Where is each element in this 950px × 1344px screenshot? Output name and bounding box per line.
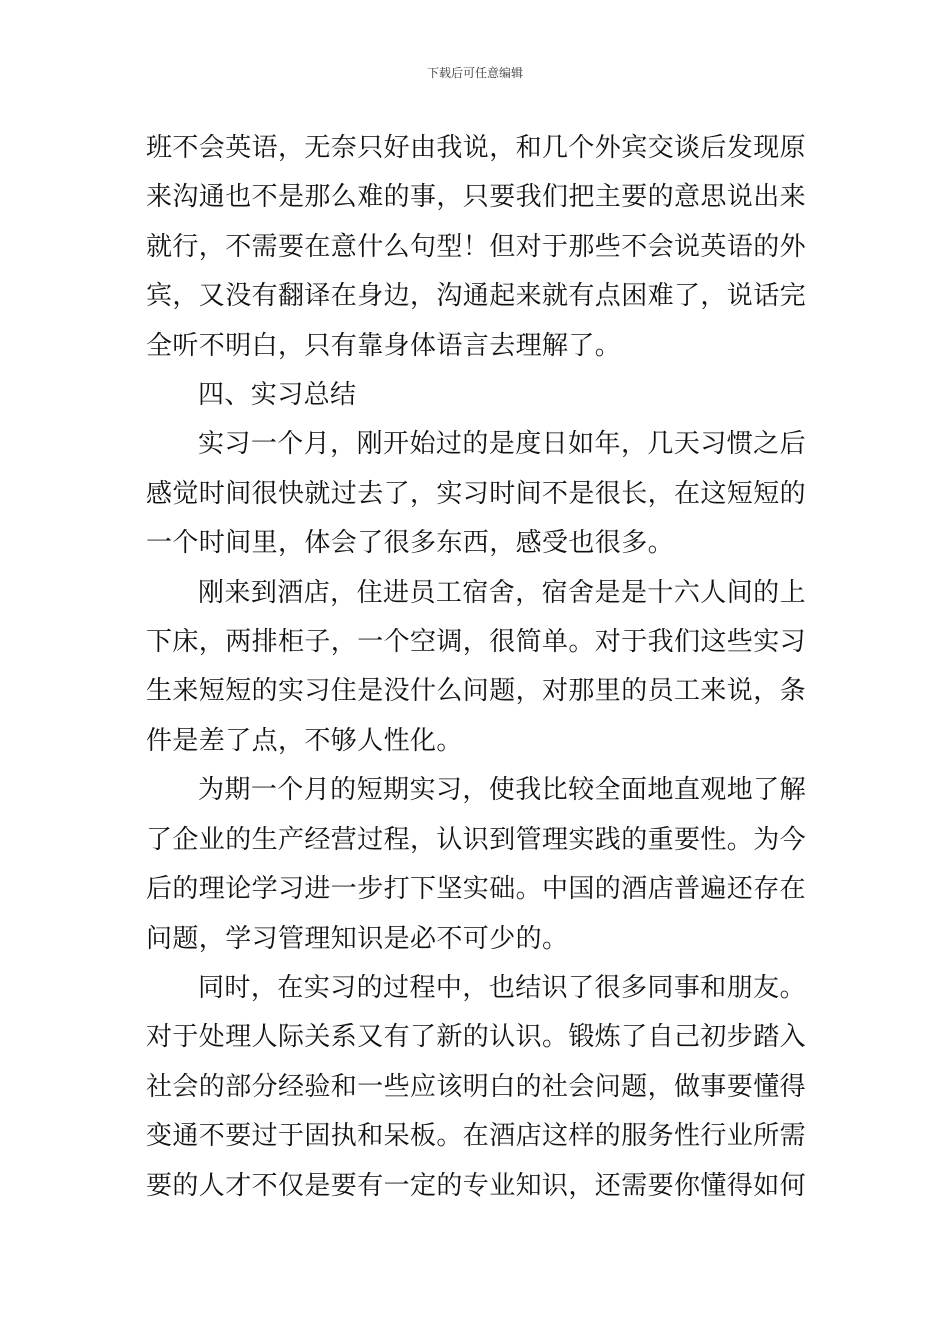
page-header: 下载后可任意编辑: [426, 66, 523, 80]
paragraph: 实习一个月，刚开始过的是度日如年，几天习惯之后感觉时间很快就过去了，实习时间不是很长，在这短短的一个时间里，体会了很多东西，感受也很多。: [146, 429, 807, 559]
document-body: [146, 124, 806, 1211]
paragraph: 同时，在实习的过程中，也结识了很多同事和朋友。对于处理人际关系又有了新的认识。锻炼了自己初步踏入社会的部分经验和一些应该明白的社会问题，做事要懂得变通不要过于固执和呆板。在酒店这样的服务性行业所需要的人才不仅是要有一定的专业知识，还需要你懂得如何: [146, 972, 807, 1201]
paragraph: 为期一个月的短期实习，使我比较全面地直观地了解了企业的生产经营过程，认识到管理实践的重要性。为今后的理论学习进一步打下坚实础。中国的酒店普遍还存在问题，学习管理知识是必不可少的。: [146, 775, 807, 954]
paragraph-continuation: 班不会英语，无奈只好由我说，和几个外宾交谈后发现原来沟通也不是那么难的事，只要我们把主要的意思说出来就行，不需要在意什么句型！但对于那些不会说英语的外宾，又没有翻译在身边，沟通起来就有点困难了，说话完全听不明白，只有靠身体语言去理解了。: [146, 133, 807, 361]
section-heading: 四、实习总结: [198, 380, 357, 411]
paragraph: 刚来到酒店，住进员工宿舍，宿舍是是十六人间的上下床，两排柜子，一个空调，很简单。对于我们这些实习生来短短的实习住是没什么问题，对那里的员工来说，条件是差了点，不够人性化。: [146, 577, 807, 756]
